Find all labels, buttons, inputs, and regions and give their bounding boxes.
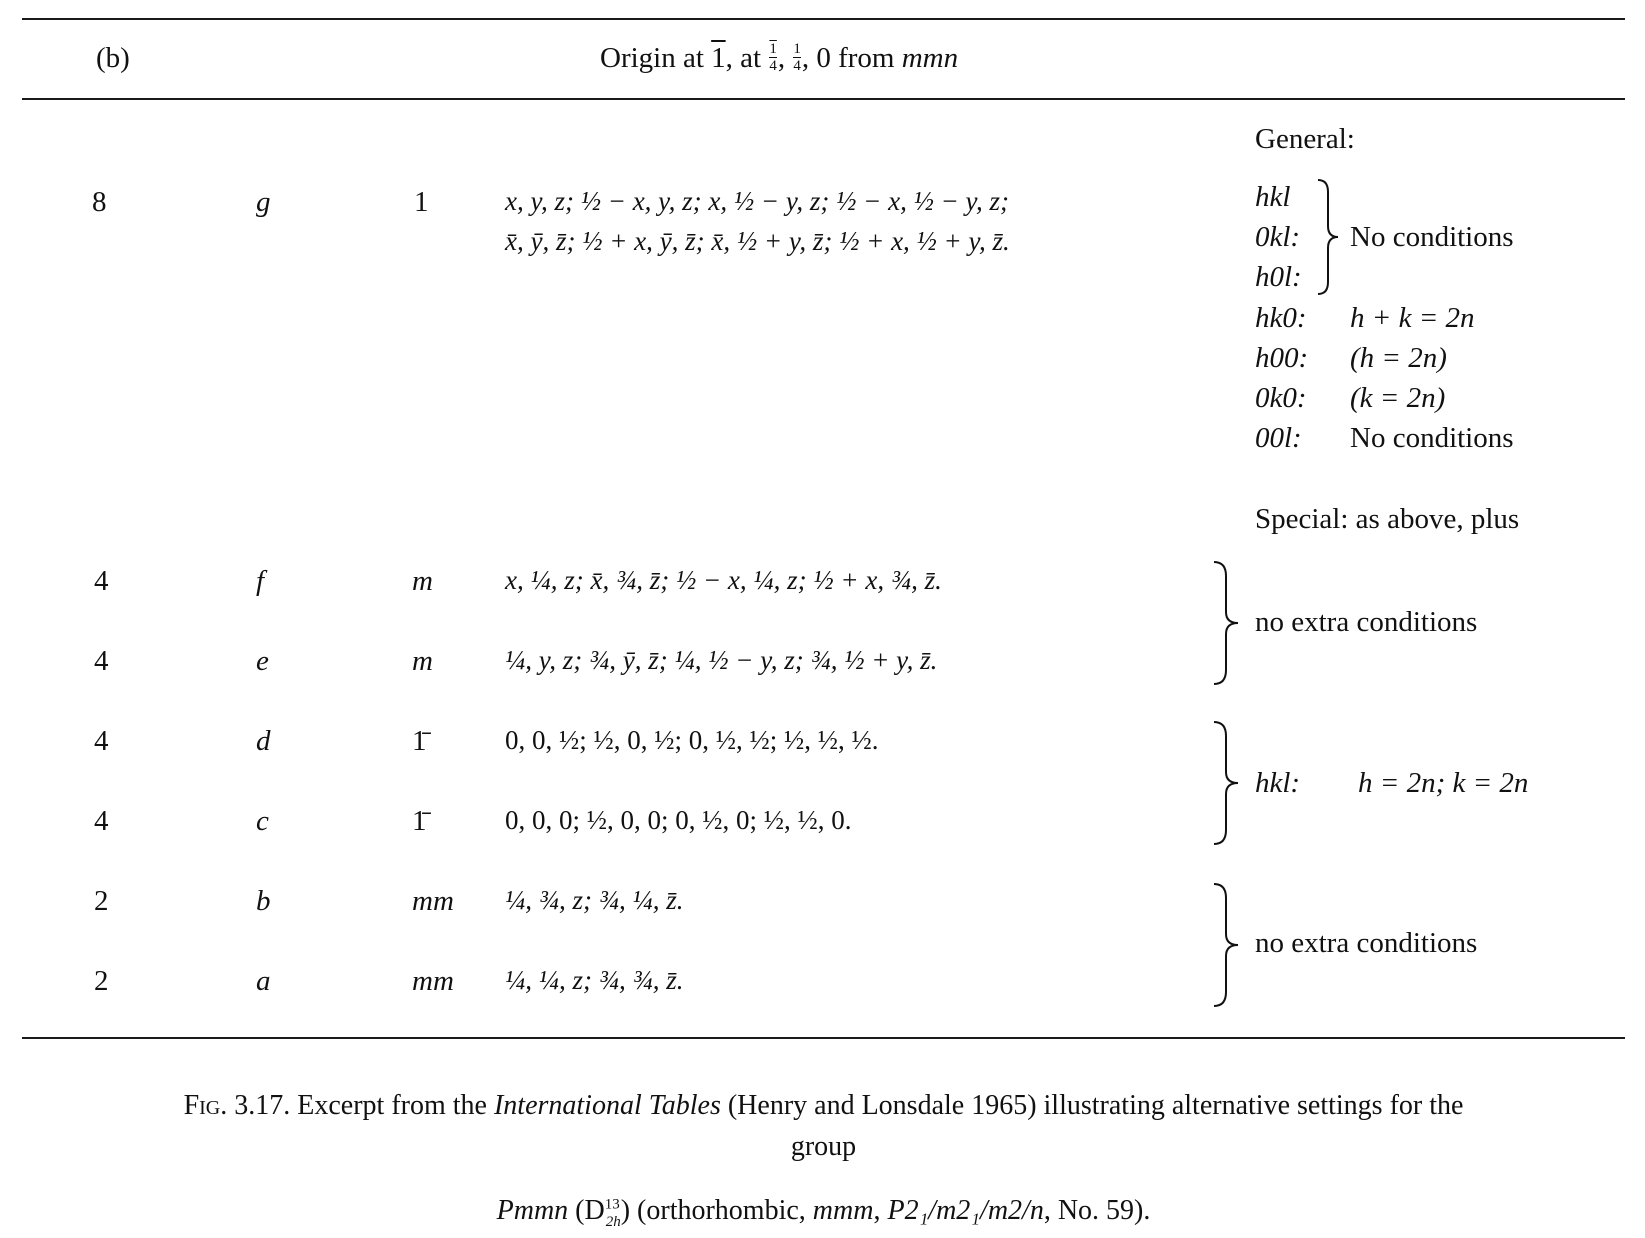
reflection-00l: 00l: xyxy=(1255,422,1302,454)
reflection-hkl: hkl xyxy=(1255,181,1291,213)
wyckoff-c: c xyxy=(256,805,269,837)
wyckoff-a: a xyxy=(256,965,271,997)
wyckoff-b: b xyxy=(256,885,271,917)
coords-b: ¼, ¾, z; ¾, ¼, z̄. xyxy=(505,885,684,915)
figure-caption-line1: Fig. 3.17. Excerpt from the International Tables (Henry and Lonsdale 1965) illustrating alternative settings for the xyxy=(183,1090,1464,1121)
bottom-rule xyxy=(22,1037,1625,1039)
header-rule xyxy=(22,98,1625,100)
origin-frac-1: $\frac{1}{4}$ xyxy=(769,41,777,75)
general-no-conditions: No conditions xyxy=(1350,221,1514,253)
reflection-h00: h00: xyxy=(1255,342,1309,374)
figure-caption-line2: group xyxy=(790,1131,857,1162)
symmetry-f: m xyxy=(412,565,433,597)
reflection-hk0: hk0: xyxy=(1255,302,1307,334)
wyckoff-e: e xyxy=(256,645,269,677)
mult-f: 4 xyxy=(94,565,109,597)
mult-e: 4 xyxy=(94,645,109,677)
symmetry-c: 1̄ xyxy=(412,805,427,837)
mult-d: 4 xyxy=(94,725,109,757)
mult-b: 2 xyxy=(94,885,109,917)
coords-e: ¼, y, z; ¾, ȳ, z̄; ¼, ½ − y, z; ¾, ½ + y, z̄. xyxy=(505,645,938,675)
symmetry-g: 1 xyxy=(414,186,429,218)
symmetry-d: 1̄ xyxy=(412,725,427,757)
brace-fe xyxy=(1212,560,1242,686)
reflection-0k0: 0k0: xyxy=(1255,382,1307,414)
condition-h00: (h = 2n) xyxy=(1350,342,1447,374)
brace-dc xyxy=(1212,720,1242,846)
origin-frac-2: $\frac{1}{4}$ xyxy=(793,41,801,75)
coords-a: ¼, ¼, z; ¾, ¾, z̄. xyxy=(505,965,684,995)
condition-0k0: (k = 2n) xyxy=(1350,382,1446,414)
symmetry-b: mm xyxy=(412,885,454,917)
condition-00l: No conditions xyxy=(1350,422,1514,454)
wyckoff-d: d xyxy=(256,725,271,757)
reflection-h0l: h0l: xyxy=(1255,261,1302,293)
wyckoff-f: f xyxy=(256,565,265,597)
top-rule xyxy=(22,18,1625,20)
wyckoff-g: g xyxy=(256,186,271,218)
panel-label: (b) xyxy=(96,42,130,74)
coords-g-line2: x̄, ȳ, z̄; ½ + x, ȳ, z̄; x̄, ½ + y, z̄; ½ + x, ½ + y, z̄. xyxy=(505,226,1010,256)
figure-caption-line3: Pmmn $(D^{13}_{2h})$ (orthorhombic, mmm, P2₁/m2₁/m2/n, No. 59). xyxy=(496,1195,1151,1230)
mult-a: 2 xyxy=(94,965,109,997)
brace-ba xyxy=(1212,882,1242,1008)
symmetry-e: m xyxy=(412,645,433,677)
no-extra-conditions-1: no extra conditions xyxy=(1255,606,1478,638)
hkl-special-condition: h = 2n; k = 2n xyxy=(1358,767,1529,799)
origin-header: Origin at 1, at $\frac{1}{4}$ , $\frac{1}{4}$ , 0 from mmn xyxy=(600,41,959,75)
origin-symbol: 1 xyxy=(711,42,726,74)
condition-hk0: h + k = 2n xyxy=(1350,302,1475,334)
coords-c: 0, 0, 0; ½, 0, 0; 0, ½, 0; ½, ½, 0. xyxy=(505,805,852,835)
coords-g-line1: x, y, z; ½ − x, y, z; x, ½ − y, z; ½ − x, ½ − y, z; xyxy=(505,186,1010,216)
mult-c: 4 xyxy=(94,805,109,837)
mult-g: 8 xyxy=(92,186,107,218)
general-brace xyxy=(1316,178,1340,296)
symmetry-a: mm xyxy=(412,965,454,997)
general-label: General: xyxy=(1255,123,1355,155)
reflection-0kl: 0kl: xyxy=(1255,221,1301,253)
coords-d: 0, 0, ½; ½, 0, ½; 0, ½, ½; ½, ½, ½. xyxy=(505,725,879,755)
special-label: Special: as above, plus xyxy=(1255,503,1520,535)
hkl-special-label: hkl: xyxy=(1255,767,1301,799)
coords-f: x, ¼, z; x̄, ¾, z̄; ½ − x, ¼, z; ½ + x, ¾, z̄. xyxy=(505,565,942,595)
no-extra-conditions-2: no extra conditions xyxy=(1255,927,1478,959)
